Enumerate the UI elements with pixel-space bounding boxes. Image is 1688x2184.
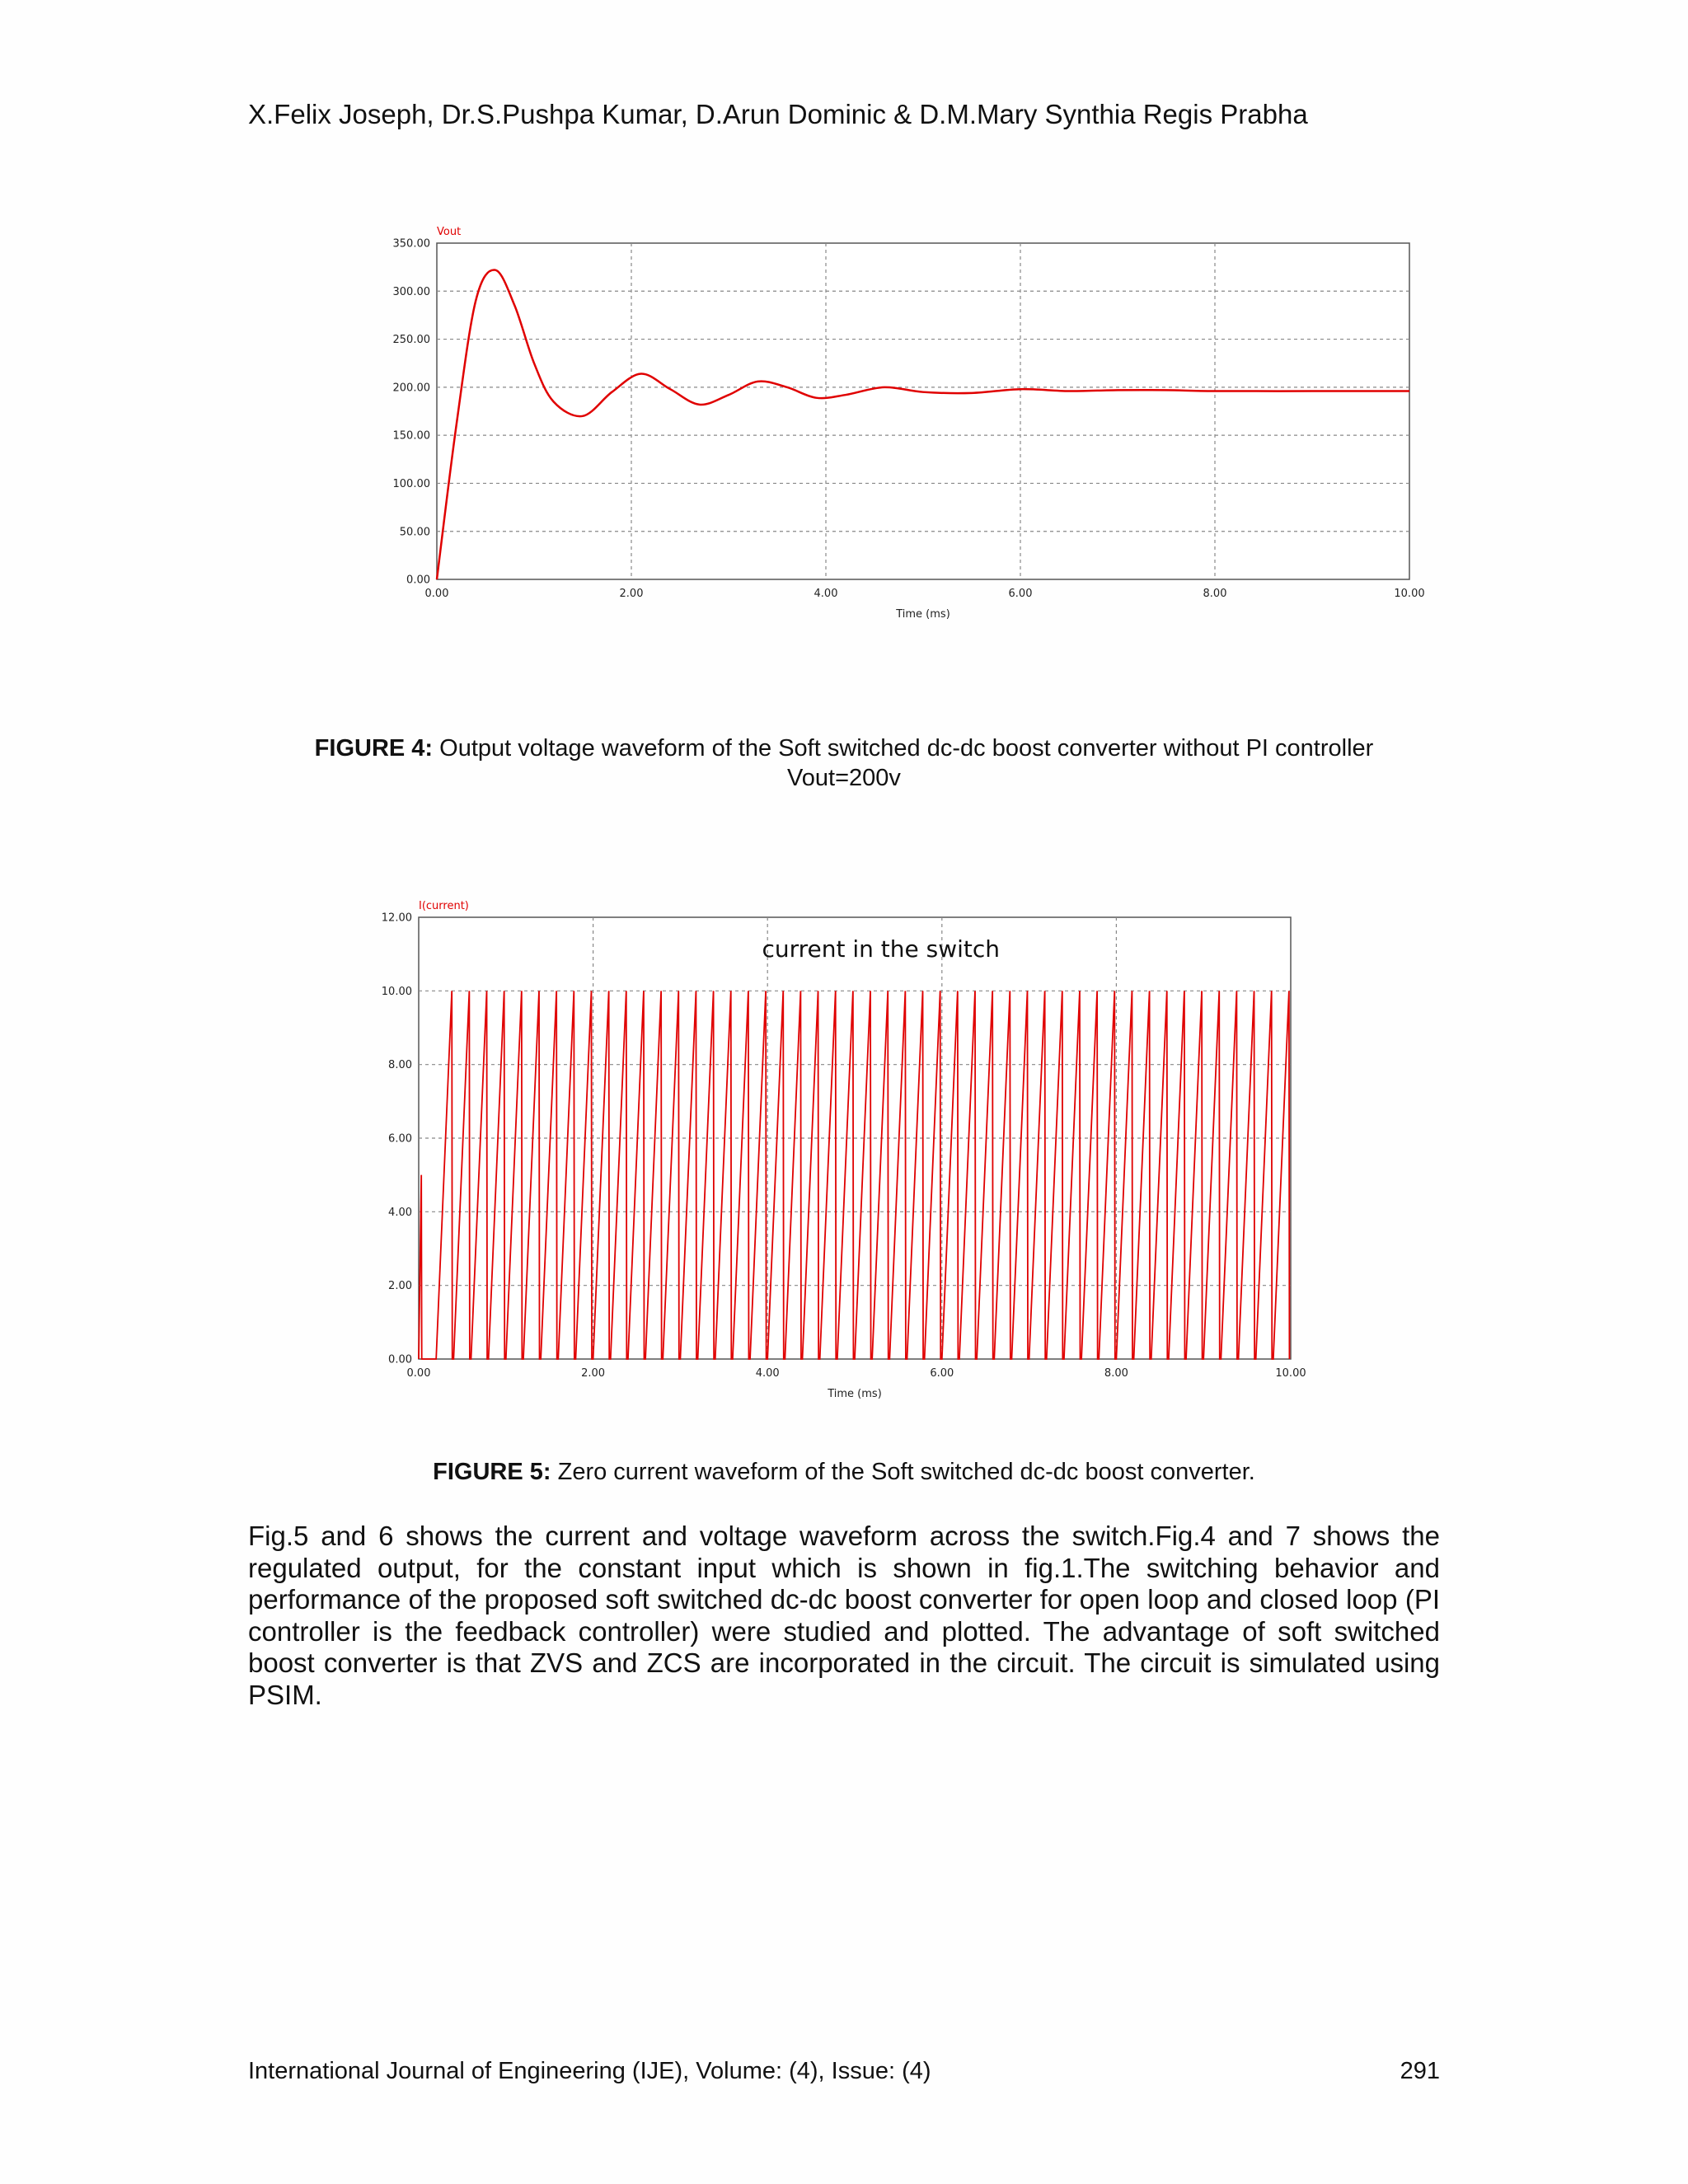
x-tick-label: 10.00 xyxy=(1394,588,1425,600)
page-number: 291 xyxy=(1400,2058,1440,2084)
chart-annotation: current in the switch xyxy=(762,935,1001,963)
x-tick-label: 8.00 xyxy=(1104,1367,1128,1380)
figure-5-chart xyxy=(363,878,1311,1422)
y-tick-label: 12.00 xyxy=(381,912,412,925)
x-tick-label: 2.00 xyxy=(619,588,644,600)
x-tick-label: 6.00 xyxy=(1008,588,1033,600)
series-name-label: Vout xyxy=(437,226,462,238)
y-tick-label: 200.00 xyxy=(392,382,430,395)
y-tick-label: 10.00 xyxy=(381,985,412,998)
y-tick-label: 0.00 xyxy=(406,574,430,587)
y-tick-label: 2.00 xyxy=(388,1280,412,1293)
x-tick-label: 2.00 xyxy=(581,1367,606,1380)
journal-info: International Journal of Engineering (IJE), Volume: (4), Issue: (4) xyxy=(248,2058,931,2084)
x-axis-label: Time (ms) xyxy=(896,608,950,621)
x-tick-label: 0.00 xyxy=(424,588,449,600)
x-tick-label: 10.00 xyxy=(1275,1367,1306,1380)
figure-4-caption-line2: Vout=200v xyxy=(787,765,901,791)
series-name-label: I(current) xyxy=(419,900,469,912)
x-tick-label: 8.00 xyxy=(1203,588,1227,600)
x-axis-label: Time (ms) xyxy=(828,1388,882,1400)
page-footer xyxy=(248,2058,1440,2085)
y-tick-label: 250.00 xyxy=(392,334,430,347)
figure-5-caption-text: Zero current waveform of the Soft switched dc-dc boost converter. xyxy=(551,1459,1255,1485)
figure-4-caption-text: Output voltage waveform of the Soft switched dc-dc boost converter without PI controller xyxy=(433,735,1374,762)
y-tick-label: 50.00 xyxy=(399,526,430,539)
y-tick-label: 100.00 xyxy=(392,477,430,490)
figure-4-label: FIGURE 4: xyxy=(314,735,434,762)
figure-5-caption xyxy=(206,1457,1482,1487)
y-tick-label: 6.00 xyxy=(388,1132,412,1146)
figure-4-caption xyxy=(206,733,1482,793)
x-tick-label: 6.00 xyxy=(930,1367,954,1380)
y-tick-label: 4.00 xyxy=(388,1206,412,1219)
y-tick-label: 300.00 xyxy=(392,285,430,298)
y-tick-label: 8.00 xyxy=(388,1059,412,1072)
figure-5-label: FIGURE 5: xyxy=(433,1459,551,1485)
running-header: X.Felix Joseph, Dr.S.Pushpa Kumar, D.Arun Dominic & D.M.Mary Synthia Regis Prabha xyxy=(248,99,1308,129)
body-paragraph: Fig.5 and 6 shows the current and voltage waveform across the switch.Fig.4 and 7 shows the regulated output, for the constant input which is shown in fig.1.The switching behavior and performance of the proposed soft switched dc-dc boost converter for open loop and closed loop (PI controller is the feedback controller) were studied and plotted. The advantage of soft switched boost converter is that ZVS and ZCS are incorporated in the circuit. The circuit is simulated using PSIM. xyxy=(248,1521,1440,1710)
plot-area xyxy=(437,243,1409,579)
y-tick-label: 150.00 xyxy=(392,429,430,443)
figure-4-chart xyxy=(363,210,1434,647)
x-tick-label: 4.00 xyxy=(814,588,838,600)
x-tick-label: 0.00 xyxy=(406,1367,431,1380)
y-tick-label: 0.00 xyxy=(388,1353,412,1366)
y-tick-label: 350.00 xyxy=(392,237,430,251)
x-tick-label: 4.00 xyxy=(755,1367,780,1380)
